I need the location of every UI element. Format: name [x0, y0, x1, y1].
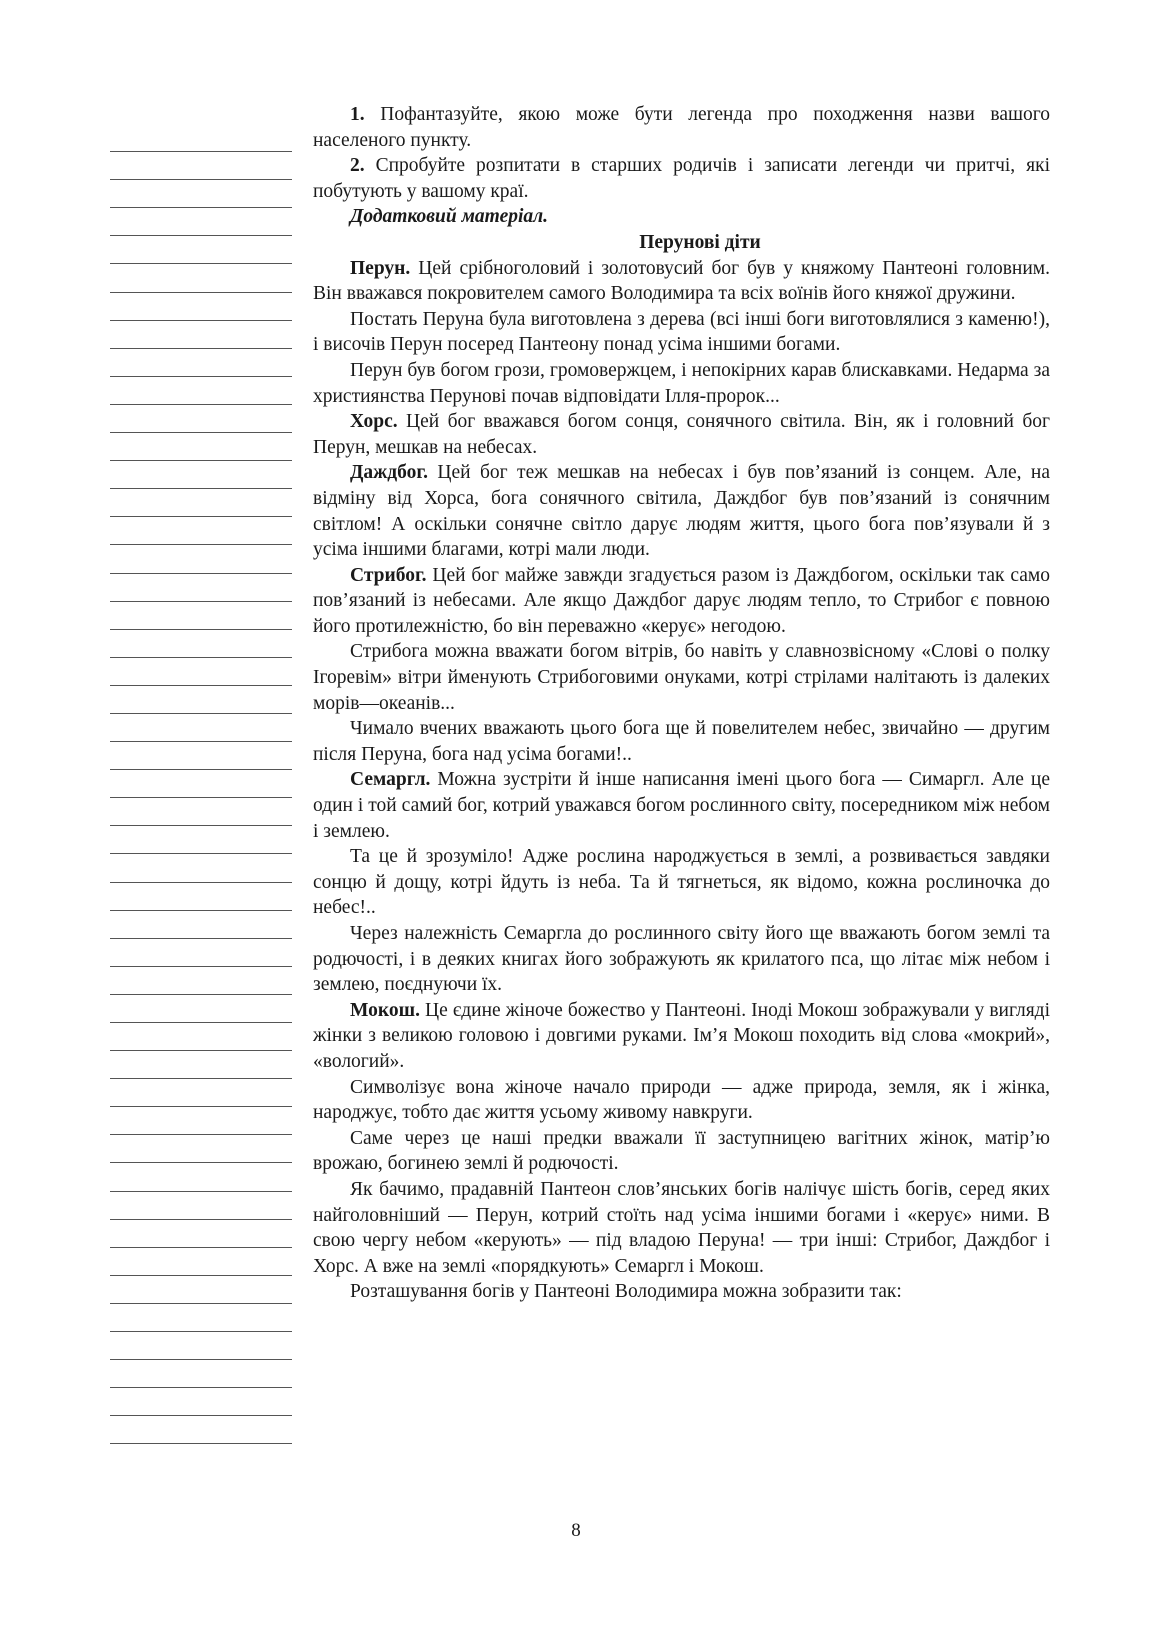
paragraph: [313, 998, 1050, 1075]
note-line: [110, 1192, 292, 1220]
note-line: [110, 686, 292, 714]
paragraph: [313, 409, 1050, 460]
paragraph-text: Цей бог теж мешкав на небесах і був пов’язаний із сонцем. Але, на відміну від Хорса, бога сонячного світила, Даждбог був пов’язаний із сонячним світлом! А оскільки сонячне світло дарує людям життя, цього бога пов’язували й з усіма іншими благами, котрі мали люди.: [313, 462, 1050, 561]
paragraph-text: Цей бог вважався богом сонця, сонячного світила. Він, як і головний бог Перун, мешкав на небесах.: [313, 411, 1050, 458]
paragraph-lead: Хорс.: [350, 411, 398, 433]
note-line: [110, 517, 292, 545]
note-line: [110, 1051, 292, 1079]
page-number: 8: [571, 1520, 581, 1541]
note-lines-column: [110, 124, 292, 1444]
paragraph-lead: Перун.: [350, 257, 411, 279]
note-line: [110, 854, 292, 882]
paragraph-text: Це єдине жіноче божество у Пантеоні. Іноді Мокош зображували у вигляді жінки з великою головою і довгими руками. Ім’я Мокош походить від слова «мокрий», «вологий».: [313, 999, 1051, 1072]
main-text: [313, 102, 1050, 1305]
note-line: [110, 377, 292, 405]
paragraph: [313, 1279, 1050, 1305]
note-line: [110, 1304, 292, 1332]
paragraph-text: Постать Перуна була виготовлена з дерева (всі інші боги виготовлялися з каменю!), і височів Перун посеред Пантеону понад усіма іншими богами.: [313, 308, 1050, 356]
note-line: [110, 1416, 292, 1444]
note-line: [110, 1107, 292, 1135]
note-line: [110, 545, 292, 573]
note-line: [110, 293, 292, 321]
note-line: [110, 630, 292, 658]
paragraph-text: Та це й зрозуміло! Адже рослина народжується в землі, а розвивається завдяки сонцю й дощу, котрі йдуть із неба. Та й тягнеться, як відомо, кожна рослиночка до небес!..: [313, 846, 1050, 919]
note-line: [110, 1276, 292, 1304]
note-line: [110, 939, 292, 967]
task-2: [313, 153, 1050, 204]
paragraph-text: Стрибога можна вважати богом вітрів, бо навіть у славнозвісному «Слові о полку Ігоревім» вітри йменують Стрибоговими онуками, котрі стрілами налітають із далеких морів—океанів...: [313, 641, 1050, 714]
paragraph-text: Цей срібноголовий і золотовусий бог був у княжому Пантеоні головним. Він вважався покровителем самого Володимира та всіх воїнів його княжої дружини.: [313, 257, 1050, 305]
section-title: Перунові діти: [639, 231, 761, 253]
note-line: [110, 1220, 292, 1248]
note-line: [110, 798, 292, 826]
note-line: [110, 321, 292, 349]
note-line: [110, 208, 292, 236]
paragraph: [313, 921, 1050, 998]
paragraph-lead: Мокош.: [350, 999, 420, 1021]
paragraph-lead: Семаргл.: [350, 769, 431, 791]
paragraph-text: Через належність Семаргла до рослинного світу його ще вважають богом землі та родючості, і в деяких книгах його зображують як крилатого пса, що літає між небом і землею, поєднуючи їх.: [313, 923, 1050, 996]
paragraphs: [313, 256, 1050, 1305]
note-line: [110, 152, 292, 180]
paragraph: [313, 716, 1050, 767]
paragraph-lead: Даждбог.: [350, 462, 428, 484]
paragraph: [313, 1075, 1050, 1126]
task-1: [313, 102, 1050, 153]
note-line: [110, 1248, 292, 1276]
note-line: [110, 883, 292, 911]
paragraph: [313, 563, 1050, 640]
paragraph-text: Як бачимо, прадавній Пантеон слов’янських богів налічує шість богів, серед яких найголовніший — Перун, котрий стоїть над усіма іншими богами і «керує» ними. В свою чергу небом «керують» — під владою Перуна! — три інші: Стрибог, Даждбог і Хорс. А вже на землі «порядкують» Семаргл і Мокош.: [313, 1178, 1050, 1277]
note-line: [110, 461, 292, 489]
note-line: [110, 1163, 292, 1191]
paragraph: [313, 1126, 1050, 1177]
note-line: [110, 742, 292, 770]
paragraph-text: Перун був богом грози, громовержцем, і непокірних карав блискавками. Недарма за християнства Перунові почав відповідати Ілля-пророк...: [313, 359, 1050, 407]
paragraph: [313, 1177, 1050, 1279]
note-line: [110, 405, 292, 433]
note-line: [110, 1135, 292, 1163]
paragraph: [313, 460, 1050, 562]
paragraph: [313, 256, 1050, 307]
note-line: [110, 995, 292, 1023]
paragraph-text: Цей бог майже завжди згадується разом із Даждбогом, оскільки так само пов’язаний із небесами. Але якщо Даждбог дарує людям тепло, то Стрибог є повною його протилежністю, бо він переважно «керує» негодою.: [313, 564, 1050, 637]
section-subtitle: Додатковий матеріал.: [350, 206, 549, 228]
note-line: [110, 1023, 292, 1051]
task-number: 1.: [350, 104, 365, 125]
note-line: [110, 770, 292, 798]
paragraph: [313, 358, 1050, 409]
paragraph-text: Можна зустріти й інше написання імені цього бога — Симаргл. Але це один і той самий бог, котрий уважався богом рослинного світу, посередником між небом і землею.: [313, 769, 1050, 842]
task-number: 2.: [350, 155, 365, 177]
note-line: [110, 489, 292, 517]
paragraph-text: Чимало вчених вважають цього бога ще й повелителем небес, звичайно — другим після Перуна, бога над усіма богами!..: [313, 718, 1050, 765]
paragraph: [313, 767, 1050, 844]
task-text: Спробуйте розпитати в старших родичів і записати легенди чи притчі, які побутують у вашому краї.: [313, 155, 1051, 202]
note-line: [110, 264, 292, 292]
note-line: [110, 1079, 292, 1107]
note-line: [110, 433, 292, 461]
paragraph: [313, 639, 1050, 716]
paragraph: [313, 844, 1050, 921]
note-line: [110, 967, 292, 995]
note-line: [110, 1388, 292, 1416]
paragraph-lead: Стрибог.: [350, 564, 427, 586]
note-line: [110, 236, 292, 264]
note-line: [110, 826, 292, 854]
note-line: [110, 911, 292, 939]
note-line: [110, 714, 292, 742]
paragraph-text: Розташування богів у Пантеоні Володимира можна зобразити так:: [350, 1281, 902, 1303]
note-line: [110, 1360, 292, 1388]
note-line: [110, 574, 292, 602]
note-line: [110, 180, 292, 208]
paragraph: [313, 307, 1050, 358]
note-line: [110, 1332, 292, 1360]
paragraph-text: Саме через це наші предки вважали її заступницею вагітних жінок, матір’ю врожаю, богинею землі й родючості.: [313, 1127, 1050, 1175]
task-text: Пофантазуйте, якою може бути легенда про походження назви вашого населеного пункту.: [313, 104, 1051, 151]
paragraph-text: Символізує вона жіноче начало природи — адже природа, земля, як і жінка, народжує, тобто дає життя усьому живому навкруги.: [313, 1076, 1050, 1124]
note-line: [110, 602, 292, 630]
note-line: [110, 349, 292, 377]
note-line: [110, 658, 292, 686]
note-line: [110, 124, 292, 152]
